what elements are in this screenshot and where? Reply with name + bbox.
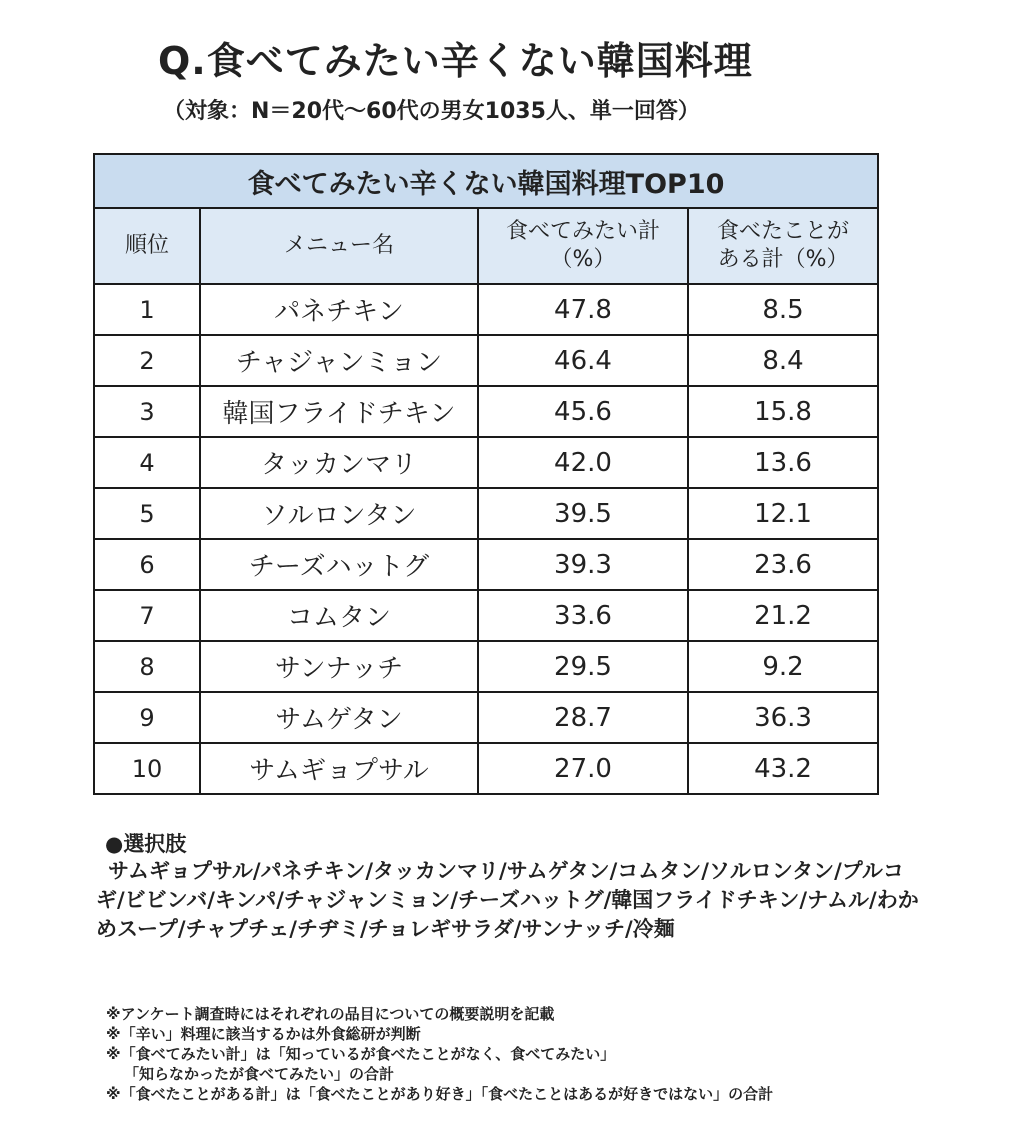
table-row	[94, 539, 878, 590]
column-header-want-line1: 食べてみたい計	[505, 219, 660, 244]
table-row	[94, 641, 878, 692]
want-cell: 39.3	[478, 539, 688, 590]
column-header-want-line2: （%）	[550, 247, 616, 272]
want-cell: 28.7	[478, 692, 688, 743]
column-header-eaten-line1: 食べたことが	[717, 219, 850, 244]
want-cell: 39.5	[478, 488, 688, 539]
column-header-rank: 順位	[94, 208, 200, 284]
footnote: ※アンケート調査時にはそれぞれの品目についての概要説明を記載	[106, 1005, 555, 1023]
eaten-cell: 21.2	[688, 590, 878, 641]
want-cell: 27.0	[478, 743, 688, 794]
menu-cell: チャジャンミョン	[200, 335, 478, 386]
menu-cell: 韓国フライドチキン	[200, 386, 478, 437]
table-row	[94, 743, 878, 794]
eaten-cell: 8.5	[688, 284, 878, 335]
rank-cell: 6	[94, 539, 200, 590]
menu-cell: サムギョプサル	[200, 743, 478, 794]
choices-list: サムギョプサル/パネチキン/タッカンマリ/サムゲタン/コムタン/ソルロンタン/プルコギ/ビビンバ/キンパ/チャジャンミョン/チーズハットグ/韓国フライドチキン/ナムル/わかめスープ/チャプチェ/チヂミ/チョレギサラダ/サンナッチ/冷麺	[96, 859, 919, 941]
want-cell: 46.4	[478, 335, 688, 386]
rank-cell: 7	[94, 590, 200, 641]
rank-cell: 9	[94, 692, 200, 743]
eaten-cell: 15.8	[688, 386, 878, 437]
want-cell: 47.8	[478, 284, 688, 335]
footnote-continuation: 「知らなかったが食べてみたい」の合計	[124, 1065, 395, 1083]
table-row	[94, 284, 878, 335]
menu-cell: サンナッチ	[200, 641, 478, 692]
rank-cell: 5	[94, 488, 200, 539]
ranking-table	[93, 153, 879, 795]
footnotes	[106, 1004, 773, 1104]
footnote: ※「食べたことがある計」は「食べたことがあり好き」「食べたことはあるが好きではない」の合計	[106, 1085, 774, 1103]
menu-cell: ソルロンタン	[200, 488, 478, 539]
choices-heading: ●選択肢	[105, 832, 187, 856]
want-cell: 45.6	[478, 386, 688, 437]
table-row	[94, 335, 878, 386]
rank-cell: 8	[94, 641, 200, 692]
column-header-eaten	[688, 208, 878, 284]
rank-cell: 3	[94, 386, 200, 437]
eaten-cell: 36.3	[688, 692, 878, 743]
eaten-cell: 12.1	[688, 488, 878, 539]
menu-cell: コムタン	[200, 590, 478, 641]
table-row	[94, 386, 878, 437]
table-row	[94, 692, 878, 743]
footnote: ※「辛い」料理に該当するかは外食総研が判断	[106, 1025, 421, 1043]
table-row	[94, 488, 878, 539]
column-header-want	[478, 208, 688, 284]
eaten-cell: 43.2	[688, 743, 878, 794]
menu-cell: タッカンマリ	[200, 437, 478, 488]
rank-cell: 10	[94, 743, 200, 794]
page-title: Q.食べてみたい辛くない韓国料理	[158, 39, 753, 83]
table-row	[94, 437, 878, 488]
rank-cell: 1	[94, 284, 200, 335]
want-cell: 42.0	[478, 437, 688, 488]
page-subtitle: （対象：N＝20代～60代の男女1035人、単一回答）	[163, 99, 700, 124]
menu-cell: サムゲタン	[200, 692, 478, 743]
rank-cell: 2	[94, 335, 200, 386]
want-cell: 29.5	[478, 641, 688, 692]
eaten-cell: 13.6	[688, 437, 878, 488]
eaten-cell: 8.4	[688, 335, 878, 386]
menu-cell: パネチキン	[200, 284, 478, 335]
table-caption: 食べてみたい辛くない韓国料理TOP10	[94, 154, 878, 208]
eaten-cell: 23.6	[688, 539, 878, 590]
rank-cell: 4	[94, 437, 200, 488]
column-header-menu: メニュー名	[200, 208, 478, 284]
footnote: ※「食べてみたい計」は「知っているが食べたことがなく、食べてみたい」	[106, 1045, 616, 1063]
want-cell: 33.6	[478, 590, 688, 641]
menu-cell: チーズハットグ	[200, 539, 478, 590]
eaten-cell: 9.2	[688, 641, 878, 692]
table-row	[94, 590, 878, 641]
column-header-eaten-line2: ある計（%）	[717, 247, 849, 272]
